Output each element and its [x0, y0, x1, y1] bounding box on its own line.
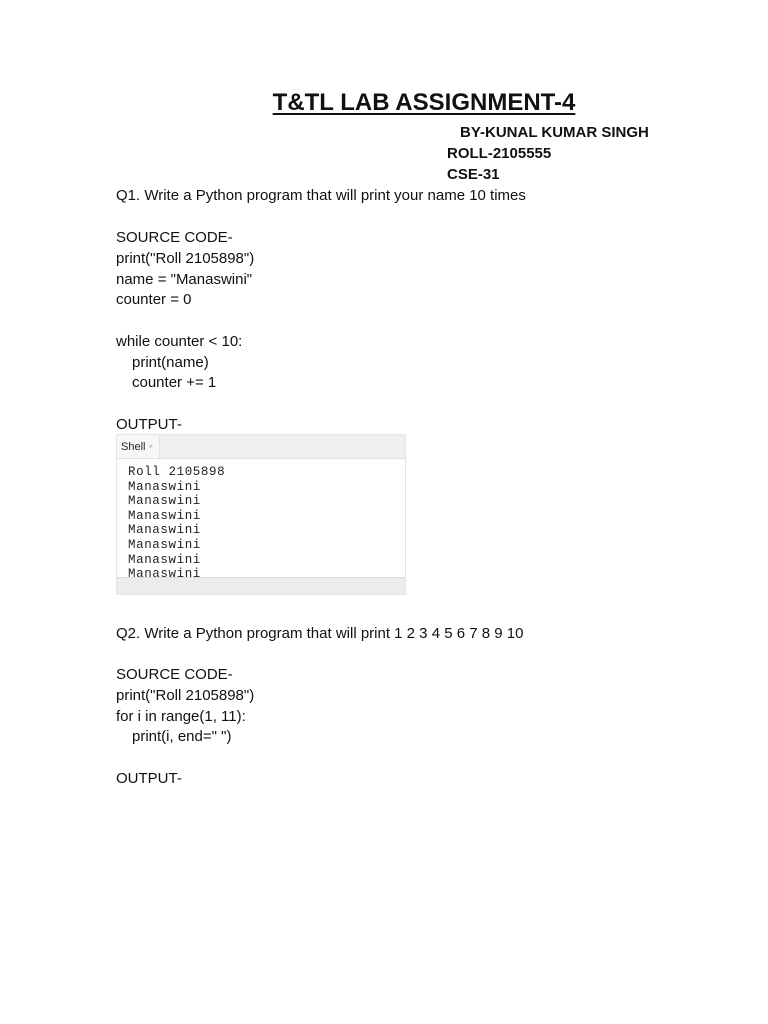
- q2-question: Q2. Write a Python program that will print 1 2 3 4 5 6 7 8 9 10: [116, 625, 524, 642]
- shell-output-line: Roll 2105898: [128, 465, 226, 479]
- q1-source-label: SOURCE CODE-: [116, 229, 233, 246]
- author-name: BY-KUNAL KUMAR SINGH: [460, 124, 649, 141]
- q1-code-line: while counter < 10:: [116, 333, 243, 350]
- q1-code-line: counter = 0: [116, 291, 192, 308]
- shell-output-line: Manaswini: [128, 552, 201, 567]
- shell-output-line: Manaswini: [128, 494, 201, 509]
- shell-output-line: Manaswini: [128, 567, 201, 577]
- shell-horizontal-scrollbar: [117, 577, 405, 594]
- shell-tab-label: Shell: [121, 441, 146, 453]
- q1-question: Q1. Write a Python program that will print your name 10 times: [116, 187, 526, 204]
- document-title: T&TL LAB ASSIGNMENT-4: [272, 89, 576, 116]
- shell-output-line: Manaswini: [128, 537, 201, 552]
- q2-output-label: OUTPUT-: [116, 770, 182, 787]
- shell-tab-bar: [117, 435, 405, 459]
- author-section: CSE-31: [447, 166, 500, 183]
- q1-code-line: print("Roll 2105898"): [116, 250, 255, 267]
- q1-output-label: OUTPUT-: [116, 416, 182, 433]
- q2-code-line: for i in range(1, 11):: [116, 708, 246, 725]
- close-icon: ×: [148, 442, 154, 451]
- shell-tab: [117, 435, 160, 458]
- shell-output: [128, 465, 398, 577]
- q2-source-label: SOURCE CODE-: [116, 666, 233, 683]
- shell-screenshot: [116, 434, 406, 595]
- q1-code-line: counter += 1: [132, 374, 217, 391]
- shell-output-line: Manaswini: [128, 508, 201, 523]
- q1-code-line: name = "Manaswini": [116, 271, 253, 288]
- shell-output-line: Manaswini: [128, 523, 201, 538]
- shell-output-line: Manaswini: [128, 479, 201, 494]
- q1-code-line: print(name): [132, 354, 209, 371]
- author-roll: ROLL-2105555: [447, 145, 552, 162]
- q2-code-line: print(i, end=" "): [132, 728, 232, 745]
- q2-code-line: print("Roll 2105898"): [116, 687, 255, 704]
